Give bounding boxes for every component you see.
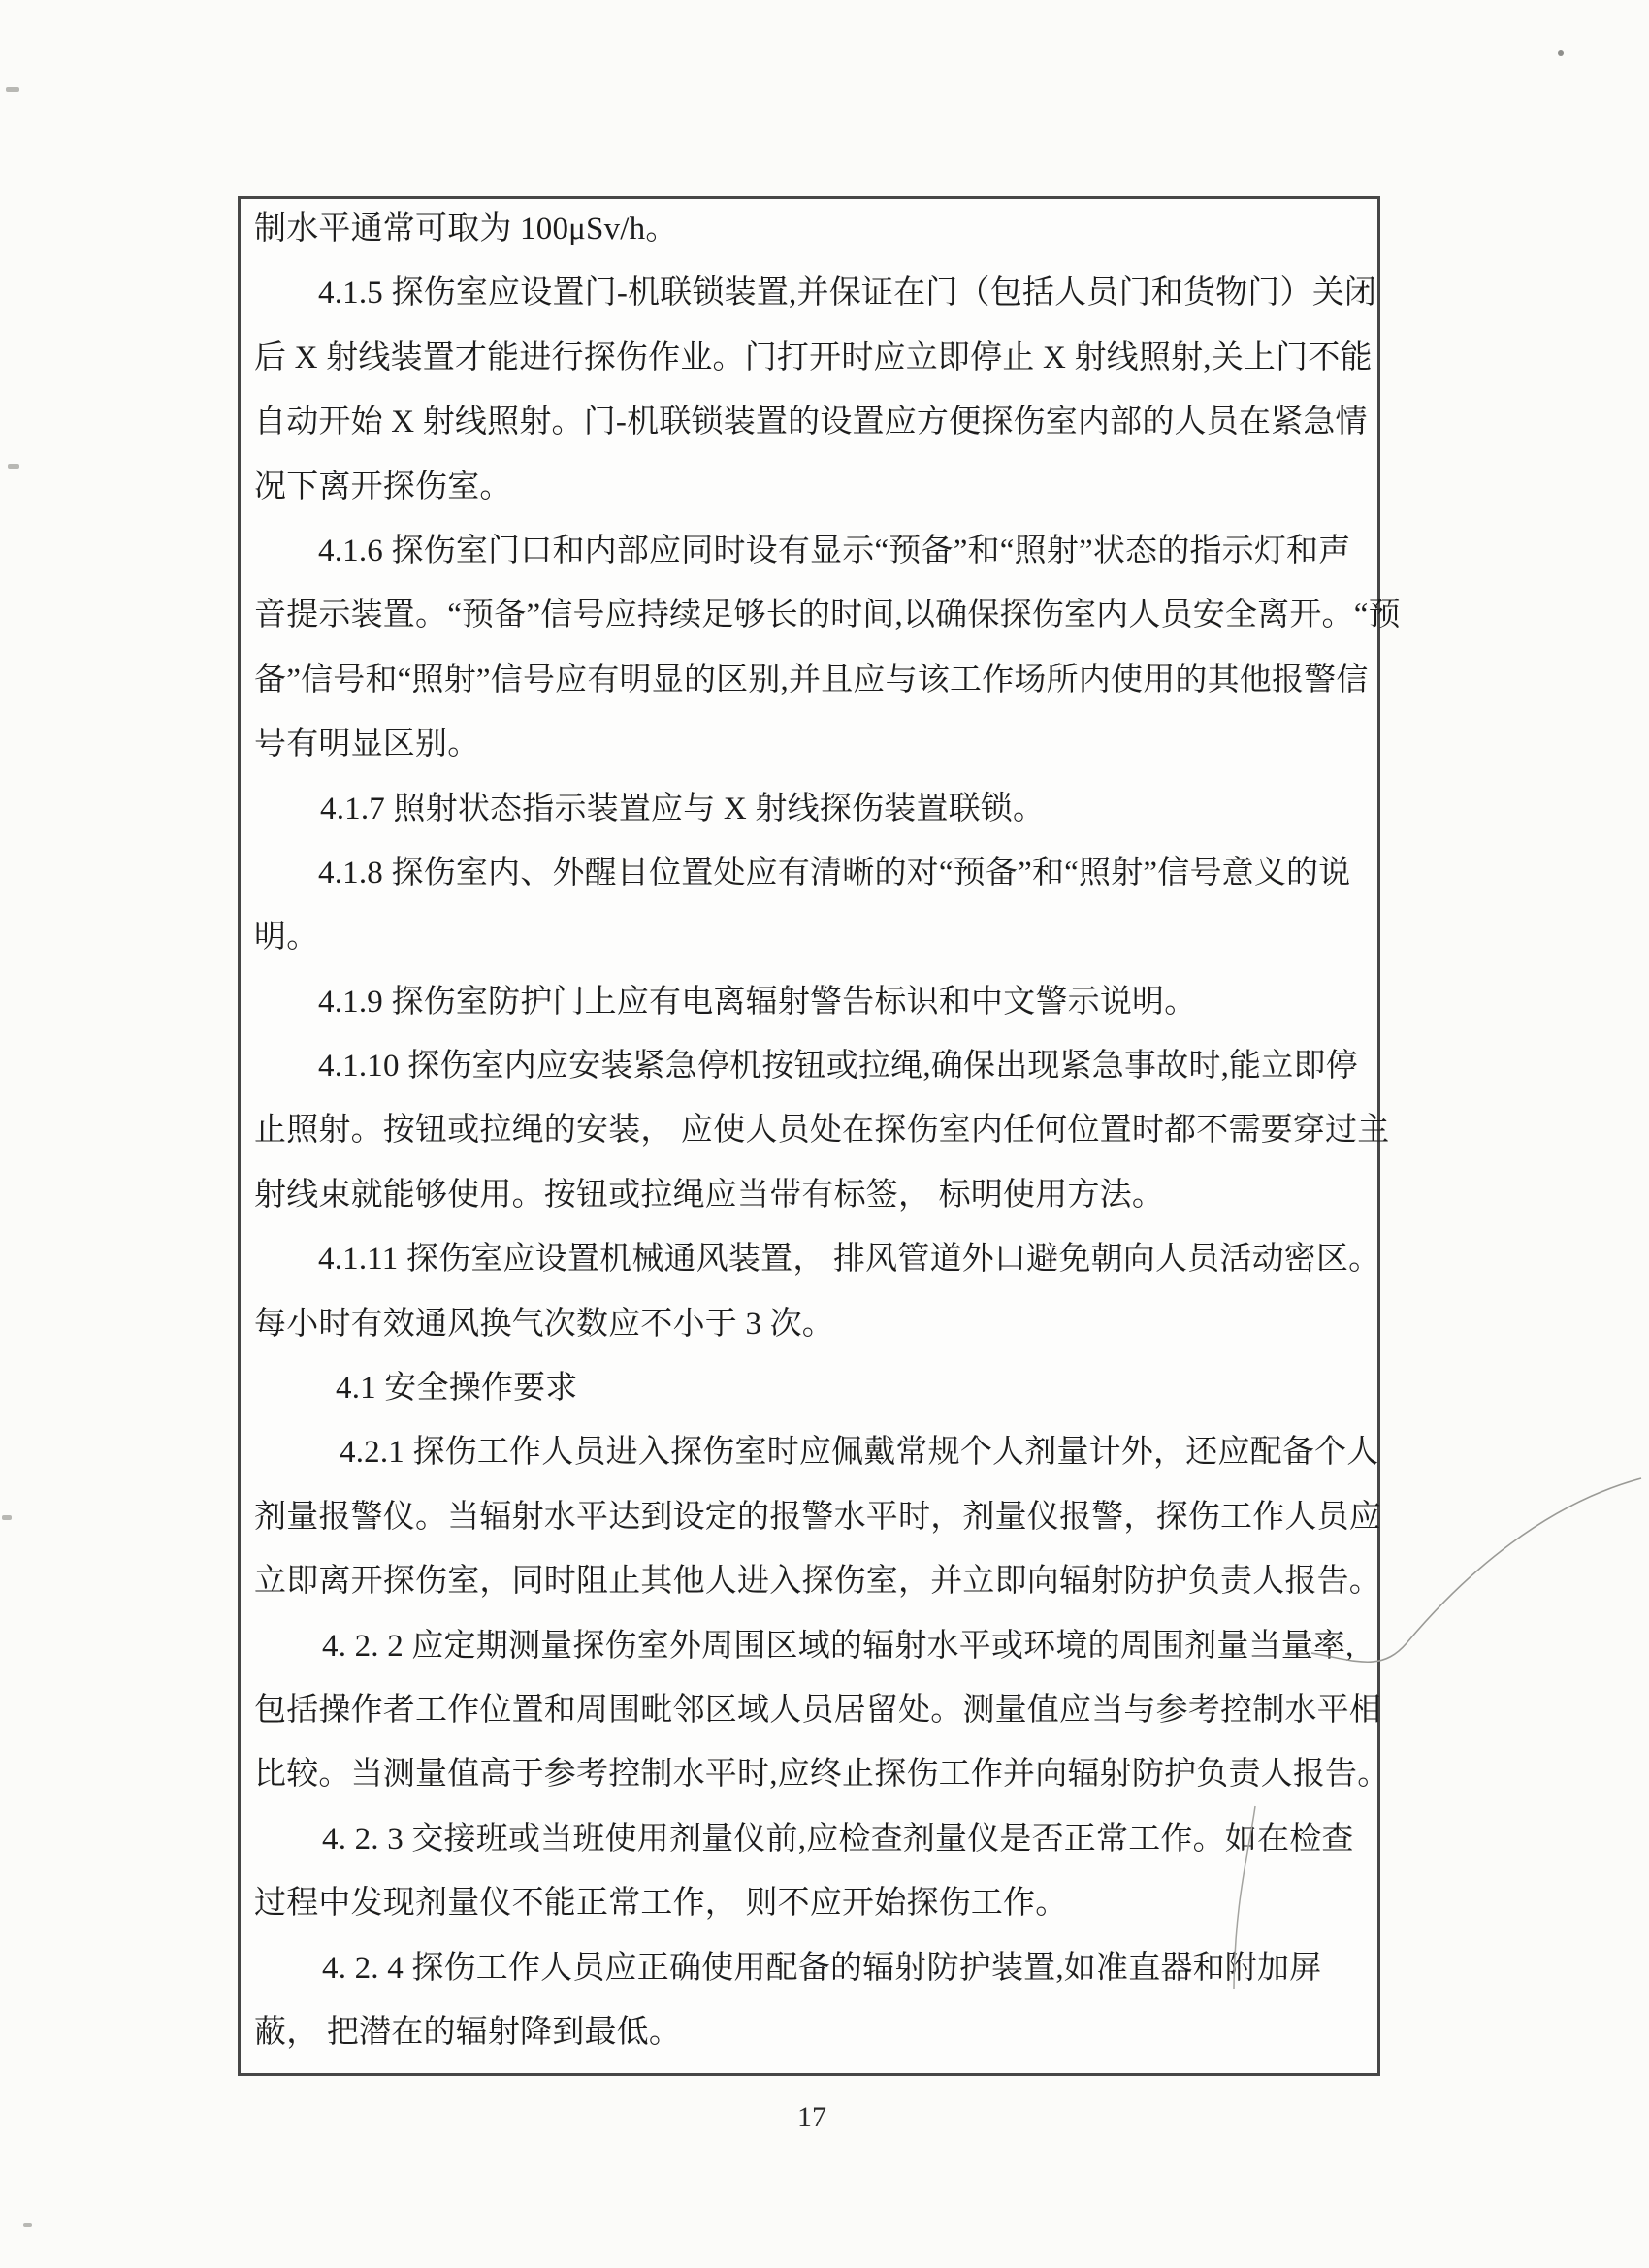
text-line: 蔽， 把潜在的辐射降到最低。 xyxy=(254,2014,682,2050)
text-line: 号有明显区别。 xyxy=(254,727,480,762)
text-line: 包括操作者工作位置和周围毗邻区域人员居留处。测量值应当与参考控制水平相 xyxy=(254,1692,1381,1728)
text-line: 后 X 射线装置才能进行探伤作业。门打开时应立即停止 X 射线照射,关上门不能 xyxy=(254,340,1373,375)
scan-speck xyxy=(8,464,19,469)
page-number: 17 xyxy=(797,2101,826,2133)
text-line: 况下离开探伤室。 xyxy=(254,469,512,504)
text-line: 4.1.6 探伤室门口和内部应同时设有显示“预备”和“照射”状态的指示灯和声 xyxy=(318,533,1351,568)
text-line: 4. 2. 3 交接班或当班使用剂量仪前,应检查剂量仪是否正常工作。如在检查 xyxy=(322,1821,1354,1857)
scan-speck xyxy=(1558,50,1564,56)
text-line: 4.1 安全操作要求 xyxy=(336,1371,578,1407)
text-line: 4.1.5 探伤室应设置门-机联锁装置,并保证在门（包括人员门和货物门）关闭 xyxy=(318,275,1377,311)
document-text xyxy=(254,210,1401,2077)
text-line: 过程中发现剂量仪不能正常工作， 则不应开始探伤工作。 xyxy=(254,1886,1068,1922)
text-line: 每小时有效通风换气次数应不小于 3 次。 xyxy=(254,1306,834,1342)
text-line: 剂量报警仪。当辐射水平达到设定的报警水平时，剂量仪报警，探伤工作人员应 xyxy=(254,1499,1381,1535)
scan-speck xyxy=(2,1515,12,1520)
text-line: 明。 xyxy=(254,920,319,956)
text-line: 制水平通常可取为 100μSv/h。 xyxy=(254,211,678,246)
text-line: 4.2.1 探伤工作人员进入探伤室时应佩戴常规个人剂量计外，还应配备个人 xyxy=(340,1435,1379,1471)
text-line: 4.1.11 探伤室应设置机械通风装置， 排风管道外口避免朝向人员活动密区。 xyxy=(318,1242,1381,1278)
text-line: 4.1.7 照射状态指示装置应与 X 射线探伤装置联锁。 xyxy=(320,791,1046,826)
text-line: 自动开始 X 射线照射。门-机联锁装置的设置应方便探伤室内部的人员在紧急情 xyxy=(254,405,1368,440)
text-line: 比较。当测量值高于参考控制水平时,应终止探伤工作并向辐射防护负责人报告。 xyxy=(254,1757,1390,1793)
text-line: 射线束就能够使用。按钮或拉绳应当带有标签， 标明使用方法。 xyxy=(254,1177,1165,1213)
text-line: 立即离开探伤室，同时阻止其他人进入探伤室，并立即向辐射防护负责人报告。 xyxy=(254,1564,1381,1600)
text-line: 备”信号和“照射”信号应有明显的区别,并且应与该工作场所内使用的其他报警信 xyxy=(254,662,1369,697)
text-line: 止照射。按钮或拉绳的安装， 应使人员处在探伤室内任何位置时都不需要穿过主 xyxy=(254,1113,1390,1149)
text-line: 4.1.9 探伤室防护门上应有电离辐射警告标识和中文警示说明。 xyxy=(318,984,1197,1020)
text-line: 4. 2. 2 应定期测量探伤室外周围区域的辐射水平或环境的周围剂量当量率, xyxy=(322,1628,1354,1664)
text-line: 4. 2. 4 探伤工作人员应正确使用配备的辐射防护装置,如准直器和附加屏 xyxy=(322,1950,1322,1986)
text-line: 4.1.10 探伤室内应安装紧急停机按钮或拉绳,确保出现紧急事故时,能立即停 xyxy=(318,1049,1358,1085)
text-line: 音提示装置。“预备”信号应持续足够长的时间,以确保探伤室内人员安全离开。“预 xyxy=(254,598,1401,633)
scan-speck xyxy=(23,2223,32,2227)
text-line: 4.1.8 探伤室内、外醒目位置处应有清晰的对“预备”和“照射”信号意义的说 xyxy=(318,855,1351,891)
scan-speck xyxy=(6,87,19,92)
